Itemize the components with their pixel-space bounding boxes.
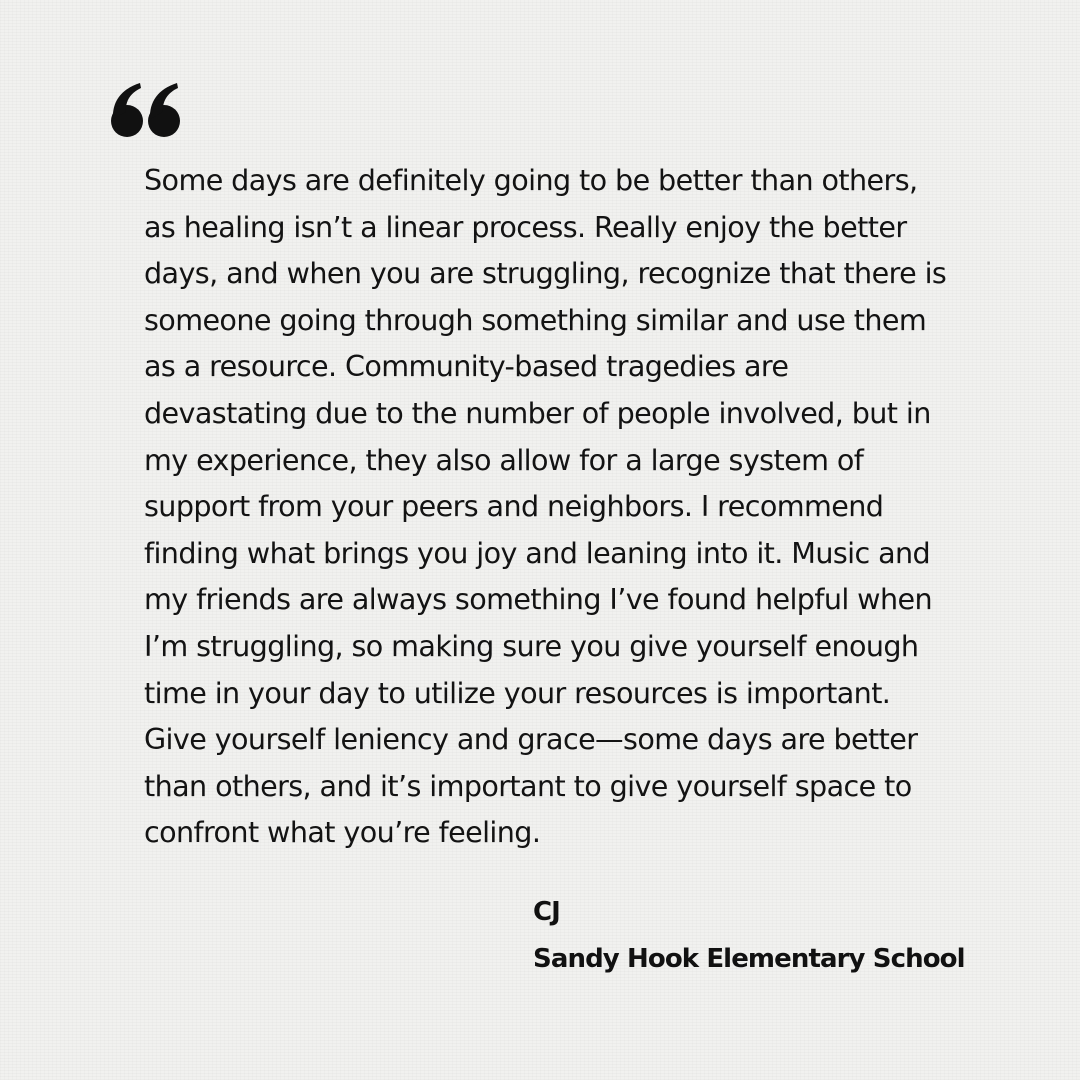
attribution-affiliation: Sandy Hook Elementary School: [533, 944, 965, 974]
quote-line: time in your day to utilize your resources is important.: [144, 675, 891, 710]
quote-line: someone going through something similar and use them: [144, 302, 927, 337]
quote-line: Give yourself leniency and grace—some days are better: [144, 722, 918, 757]
quote-line: devastating due to the number of people involved, but in: [144, 395, 931, 430]
quote-line: than others, and it’s important to give yourself space to: [144, 768, 912, 803]
quote-line: my friends are always something I’ve found helpful when: [144, 582, 932, 617]
quote-line: confront what you’re feeling.: [144, 815, 541, 850]
quote-line: my experience, they also allow for a large system of: [144, 442, 864, 477]
attribution-name: CJ: [533, 897, 560, 927]
quote-line: support from your peers and neighbors. I recommend: [144, 489, 884, 524]
open-quote-icon: [110, 82, 182, 138]
quote-line: as a resource. Community-based tragedies are: [144, 349, 789, 384]
quote-line: Some days are definitely going to be better than others,: [144, 163, 918, 197]
quote-line: days, and when you are struggling, recognize that there is: [144, 256, 947, 291]
quote-line: I’m struggling, so making sure you give yourself enough: [144, 628, 919, 663]
quote-text: [144, 157, 974, 856]
quote-line: as healing isn’t a linear process. Really enjoy the better: [144, 209, 907, 244]
attribution: [533, 889, 993, 983]
quote-line: finding what brings you joy and leaning into it. Music and: [144, 535, 931, 570]
